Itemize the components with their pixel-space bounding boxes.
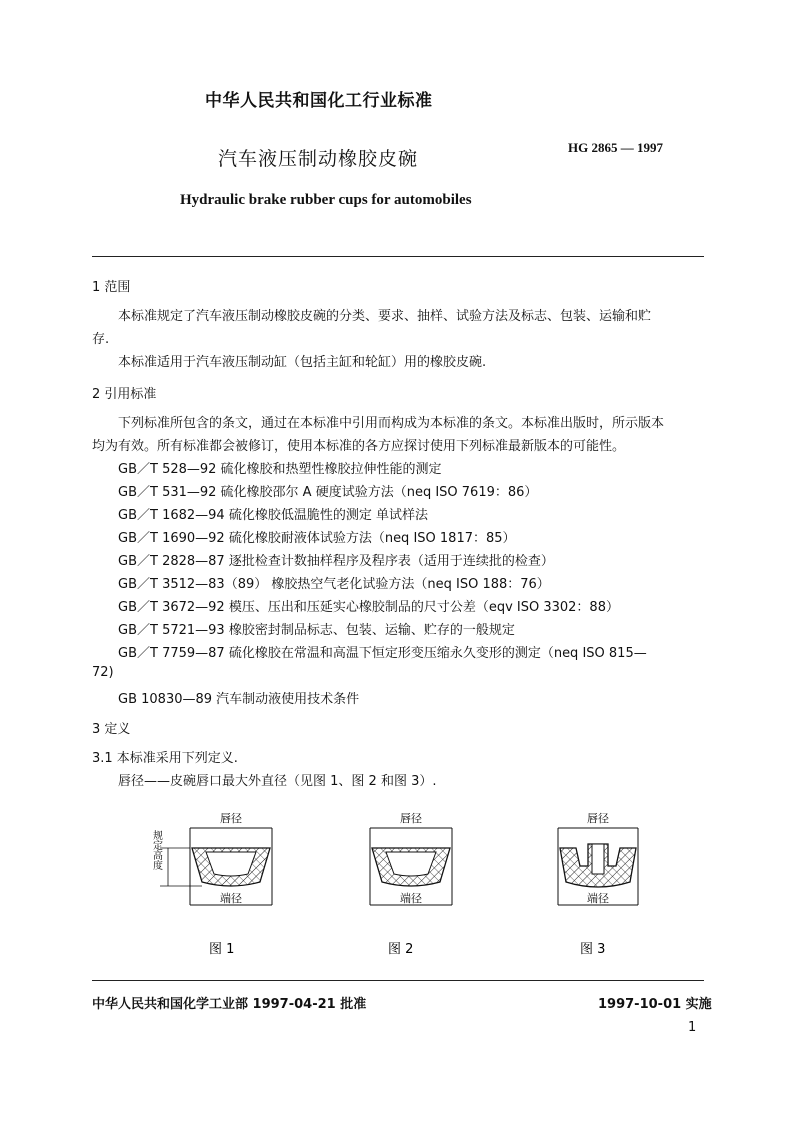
fig1-height-label: 规定高度 (150, 830, 162, 870)
fig2-lip-label: 唇径 (400, 812, 422, 825)
fig1-lip-label: 唇径 (220, 812, 242, 825)
section-1-para-1a: 本标准规定了汽车液压制动橡胶皮碗的分类、要求、抽样、试验方法及标志、包装、运输和贮 (118, 309, 652, 324)
section-2-heading: 2 引用标准 (92, 387, 157, 402)
reference-item: GB／T 1682—94 硫化橡胶低温脆性的测定 单试样法 (118, 508, 428, 523)
reference-item: GB／T 2828—87 逐批检查计数抽样程序及程序表（适用于连续批的检查） (118, 554, 554, 569)
page-number: 1 (688, 1020, 697, 1035)
section-3-heading: 3 定义 (92, 722, 131, 737)
fig2-end-label: 端径 (400, 892, 422, 905)
cup-figures (120, 800, 700, 960)
figure-3 (558, 812, 638, 957)
implementation-date: 1997-10-01 实施 (598, 997, 712, 1012)
section-1-heading: 1 范围 (92, 280, 131, 295)
reference-item: GB／T 3672—92 模压、压出和压延实心橡胶制品的尺寸公差（eqv ISO 3302：88） (118, 600, 619, 615)
standard-title-en: Hydraulic brake rubber cups for automobiles (180, 192, 472, 208)
lip-diameter-definition: 唇径——皮碗唇口最大外直径（见图 1、图 2 和图 3）. (118, 774, 437, 789)
reference-item: GB 10830—89 汽车制动液使用技术条件 (118, 692, 360, 707)
fig2-caption: 图 2 (388, 942, 414, 957)
section-2-para-1a: 下列标准所包含的条文，通过在本标准中引用而构成为本标准的条文。本标准出版时，所示版本 (118, 416, 665, 431)
reference-item: GB／T 7759—87 硫化橡胶在常温和高温下恒定形变压缩永久变形的测定（neq ISO 815— (118, 646, 647, 661)
reference-item: GB／T 531—92 硫化橡胶邵尔 A 硬度试验方法（neq ISO 7619：86） (118, 485, 538, 500)
fig3-end-label: 端径 (587, 892, 609, 905)
fig3-caption: 图 3 (580, 942, 606, 957)
footer-rule (92, 980, 704, 981)
reference-item: GB／T 528—92 硫化橡胶和热塑性橡胶拉伸性能的测定 (118, 462, 442, 477)
reference-item: GB／T 3512—83（89） 橡胶热空气老化试验方法（neq ISO 188：76） (118, 577, 550, 592)
header-rule (92, 256, 704, 257)
issuing-body: 中华人民共和国化工行业标准 (205, 91, 433, 111)
fig1-end-label: 端径 (220, 892, 242, 905)
clause-3-1: 3.1 本标准采用下列定义. (92, 751, 238, 766)
standard-number: HG 2865 — 1997 (568, 140, 663, 155)
fig3-lip-label: 唇径 (587, 812, 609, 825)
section-1-para-1b: 存. (92, 332, 110, 347)
standard-title-cn: 汽车液压制动橡胶皮碗 (218, 148, 419, 170)
approval-note: 中华人民共和国化学工业部 1997-04-21 批准 (92, 997, 367, 1012)
reference-item-continuation: 72) (92, 665, 114, 680)
reference-item: GB／T 5721—93 橡胶密封制品标志、包装、运输、贮存的一般规定 (118, 623, 515, 638)
section-1-para-2: 本标准适用于汽车液压制动缸（包括主缸和轮缸）用的橡胶皮碗. (118, 355, 487, 370)
section-2-para-1b: 均为有效。所有标准都会被修订，使用本标准的各方应探讨使用下列标准最新版本的可能性。 (92, 439, 626, 454)
figure-2 (370, 812, 452, 957)
fig1-caption: 图 1 (209, 942, 235, 957)
figure-1 (151, 812, 273, 957)
reference-item: GB／T 1690—92 硫化橡胶耐液体试验方法（neq ISO 1817：85） (118, 531, 516, 546)
